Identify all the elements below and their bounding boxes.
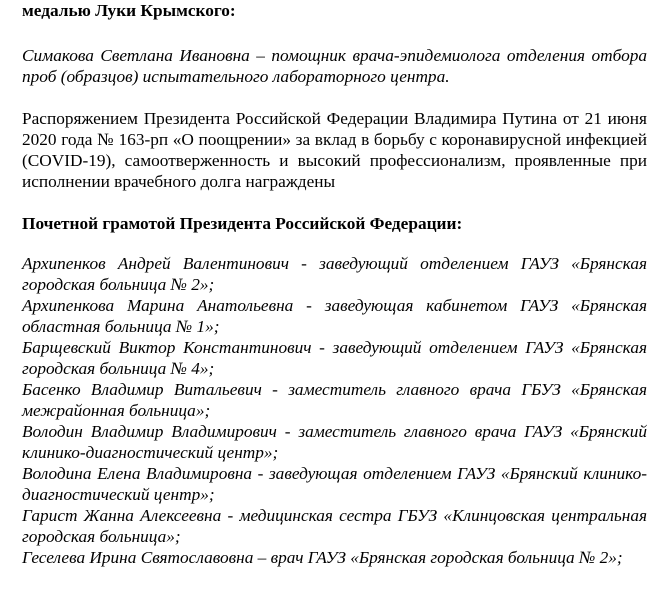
list-item: Архипенкова Марина Анатольевна - заведующая кабинетом ГАУЗ «Брянская областная больница № 1»; [22,296,647,336]
list-item: Володин Владимир Владимирович - заместитель главного врача ГАУЗ «Брянский клинико-диагностический центр»; [22,422,647,462]
medal-recipient: Симакова Светлана Ивановна – помощник врача-эпидемиолога отделения отбора проб (образцов) испытательного лабораторного центра. [22,46,647,86]
recipients-list [22,253,647,568]
medal-heading: медалью Луки Крымского: [22,1,236,20]
list-item: Архипенков Андрей Валентинович - заведующий отделением ГАУЗ «Брянская городская больница № 2»; [22,254,647,294]
list-item: Басенко Владимир Витальевич - заместитель главного врача ГБУЗ «Брянская межрайонная больница»; [22,380,647,420]
list-item: Барщевский Виктор Константинович - заведующий отделением ГАУЗ «Брянская городская больница № 4»; [22,338,647,378]
list-item: Геселева Ирина Святославовна – врач ГАУЗ «Брянская городская больница № 2»; [22,548,623,567]
document-page [22,0,647,568]
list-item: Володина Елена Владимировна - заведующая отделением ГАУЗ «Брянский клинико-диагностический центр»; [22,464,647,504]
list-item: Гарист Жанна Алексеевна - медицинская сестра ГБУЗ «Клинцовская центральная городская больница»; [22,506,647,546]
decree-paragraph: Распоряжением Президента Российской Федерации Владимира Путина от 21 июня 2020 года № 163-рп «О поощрении» за вклад в борьбу с коронавирусной инфекцией (COVID-19), самоотверженность и высокий профессионализм, проявленные при исполнении врачебного долга награждены [22,109,647,191]
gramota-heading: Почетной грамотой Президента Российской Федерации: [22,214,463,233]
